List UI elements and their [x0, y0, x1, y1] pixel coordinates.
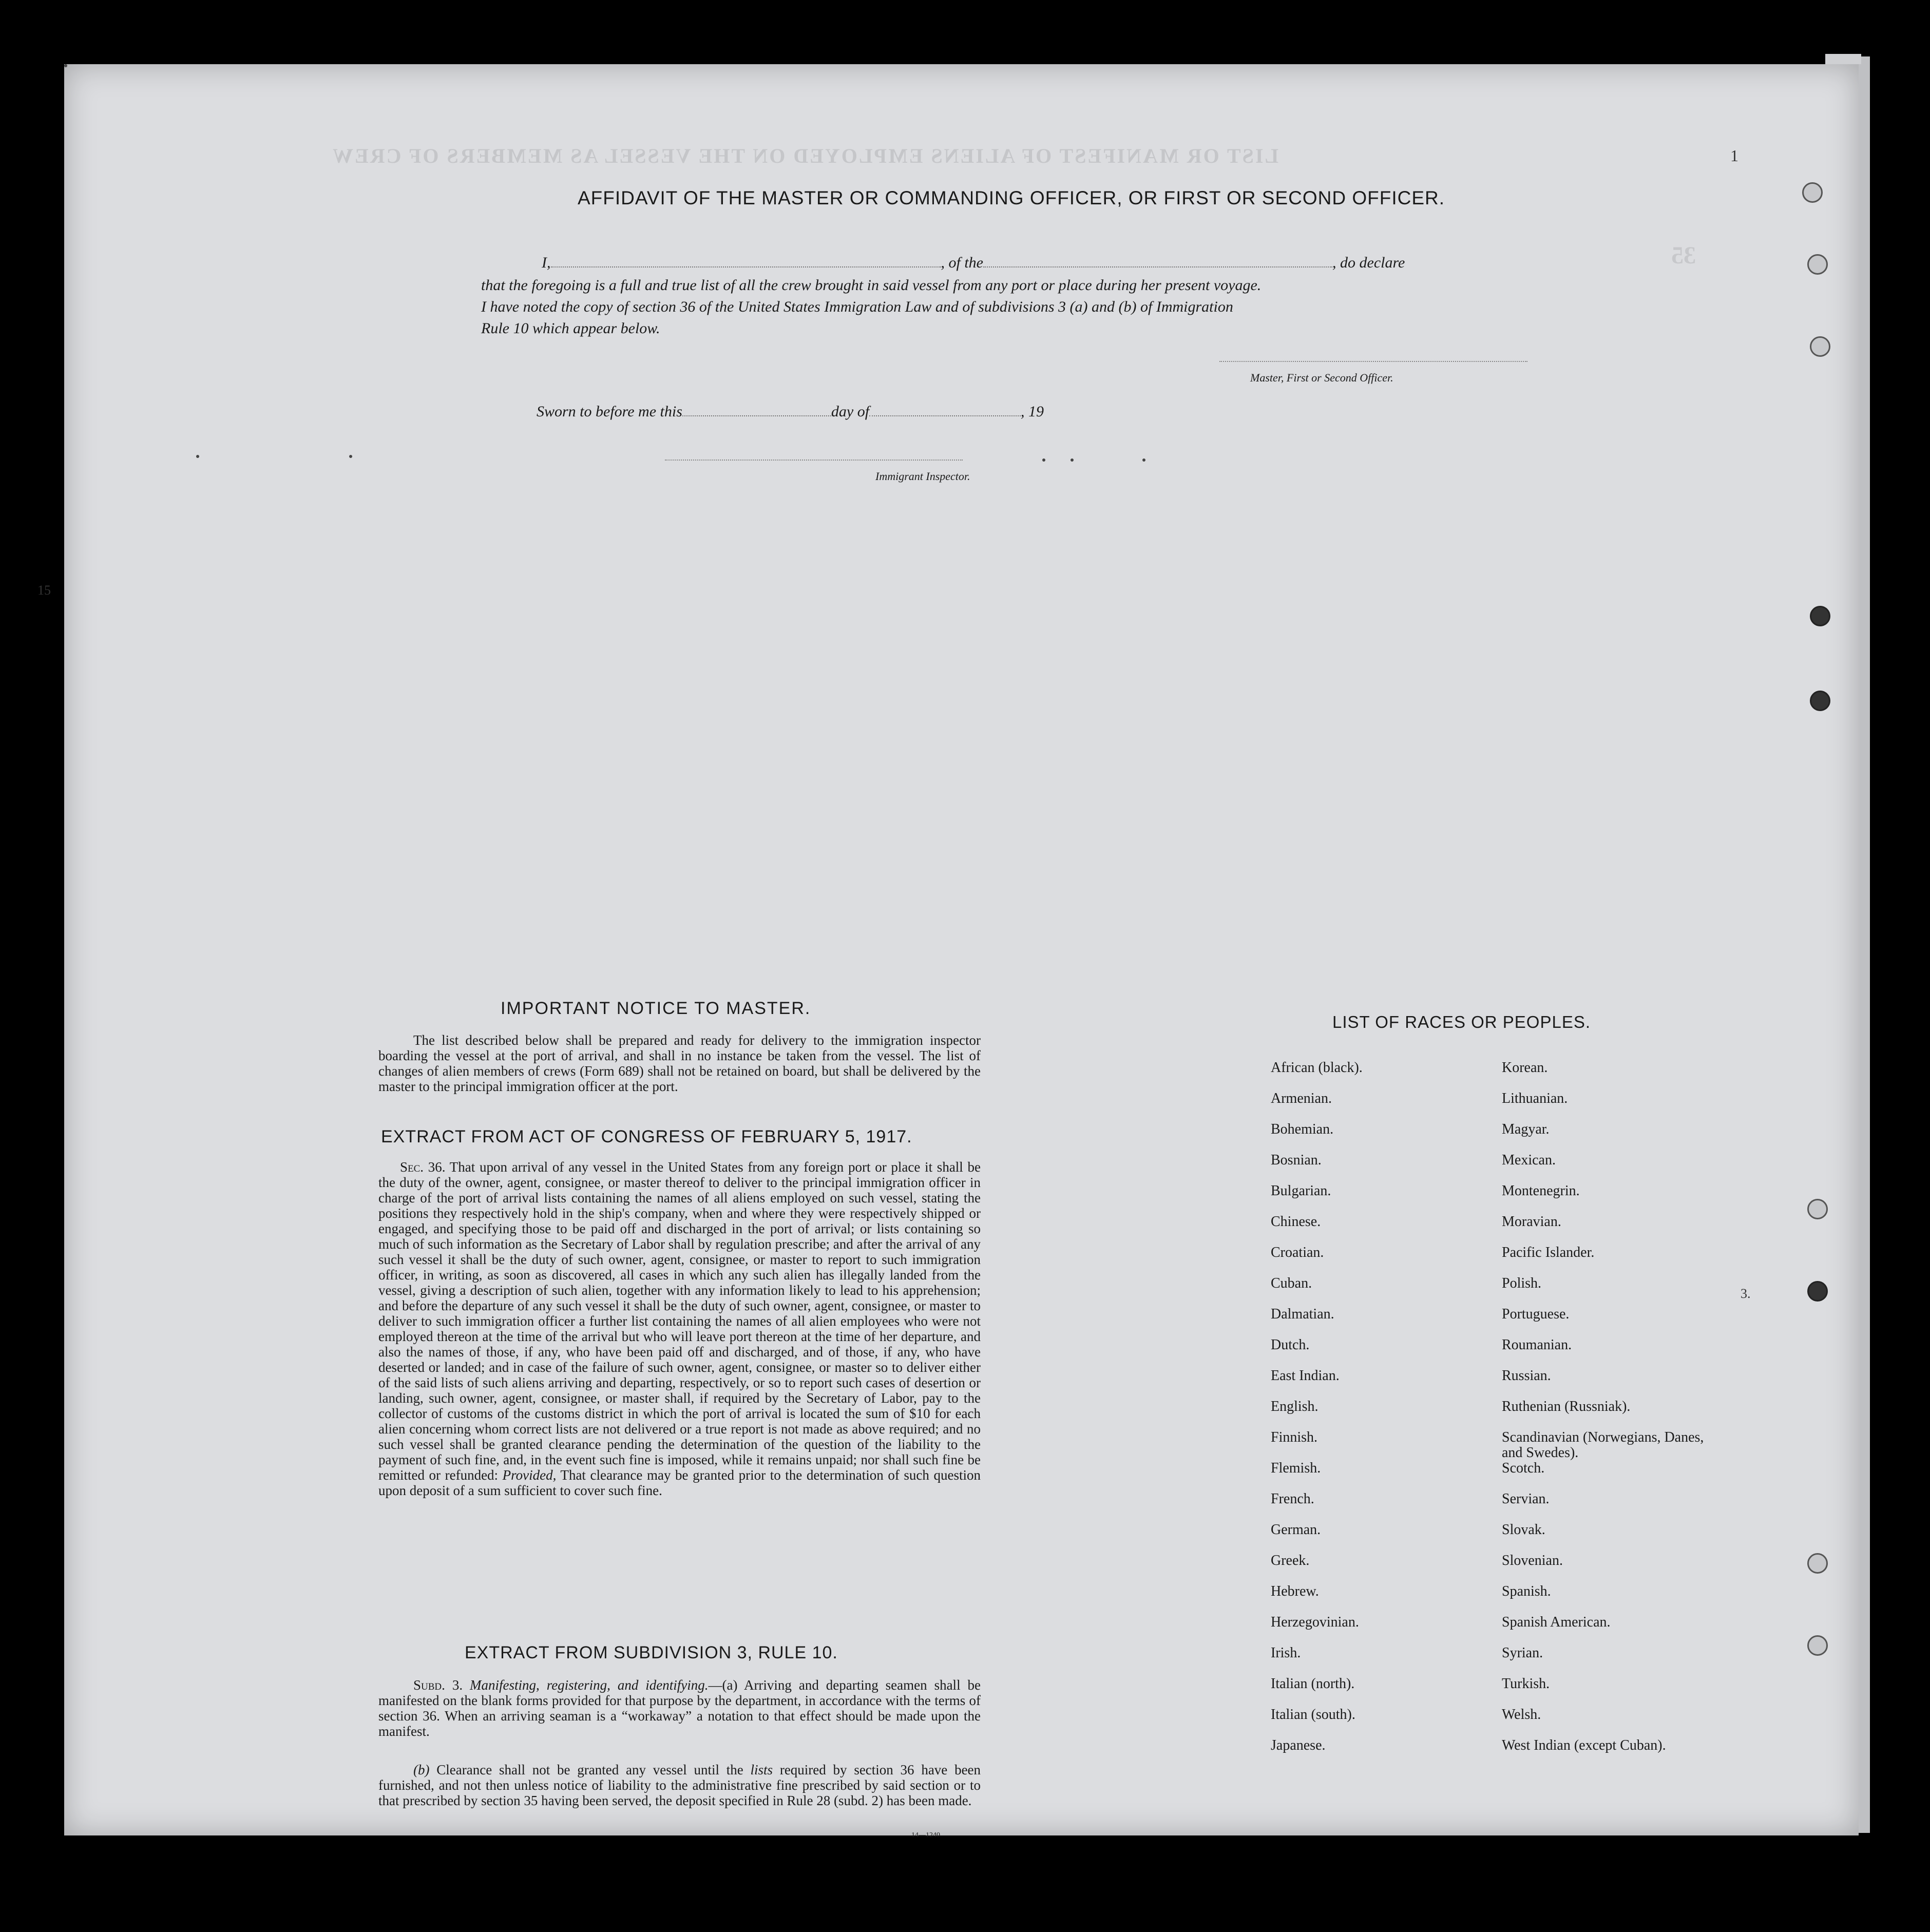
- races-title: LIST OF RACES OR PEOPLES.: [1332, 1012, 1591, 1031]
- proviso-word: Provided,: [502, 1467, 557, 1483]
- sworn-line: [537, 403, 1044, 420]
- inspector-signature-line[interactable]: [665, 460, 963, 461]
- race-item: Dalmatian.: [1271, 1306, 1334, 1322]
- race-item: Welsh.: [1502, 1707, 1541, 1723]
- binder-hole: [1807, 1281, 1828, 1302]
- notice-text: The list described below shall be prepared and ready for delivery to the immigration inspector boarding the vessel at the port of arrival, and shall in no instance be taken from the vessel. The list of changes of alien members of crews (Form 689) shall not be retained on board, but shall be delivered by the master to the principal immigration officer at the port.: [378, 1032, 981, 1094]
- affidavit-line-3: I have noted the copy of section 36 of the United States Immigration Law and of subdivisions 3 (a) and (b) of Immigration: [481, 298, 1233, 315]
- race-item: Slovenian.: [1502, 1553, 1563, 1568]
- sworn-day-of: day of: [831, 403, 870, 420]
- right-margin-mark: 3.: [1741, 1286, 1751, 1301]
- master-signature-label: Master, First or Second Officer.: [1250, 371, 1393, 384]
- page-edge: [1859, 56, 1870, 1833]
- bleed-through-page-number: 35: [1671, 242, 1696, 269]
- binder-hole: [1810, 606, 1830, 626]
- manifest-page: [37, 64, 1859, 1839]
- binder-hole: [1810, 691, 1830, 711]
- affidavit-do-declare: , do declare: [1332, 254, 1405, 271]
- race-item: French.: [1271, 1491, 1314, 1507]
- binder-hole: [1807, 1199, 1828, 1219]
- race-item: Servian.: [1502, 1491, 1550, 1507]
- race-item: Spanish.: [1502, 1583, 1551, 1599]
- race-item: English.: [1271, 1399, 1318, 1414]
- affidavit-declaration-line: [542, 254, 1405, 272]
- proviso-text: That clearance may be granted prior to the determination of such question upon deposit of a sum sufficient to cover such fine.: [378, 1467, 981, 1498]
- binder-hole: [1802, 182, 1823, 203]
- form-number: 14—1240: [911, 1831, 940, 1839]
- binder-hole: [1807, 1553, 1828, 1574]
- race-item: Cuban.: [1271, 1275, 1312, 1291]
- page-edge-top: [1825, 54, 1861, 64]
- race-item: Moravian.: [1502, 1214, 1561, 1230]
- subd-b-text-1: Clearance shall not be granted any vessel until the: [436, 1762, 743, 1777]
- race-item: Dutch.: [1271, 1337, 1310, 1353]
- binder-hole: [1810, 336, 1830, 357]
- stray-mark: [196, 455, 199, 458]
- subd-label: Subd. 3.: [413, 1677, 463, 1693]
- subd-heading: Manifesting, registering, and identifying.: [470, 1677, 709, 1693]
- sworn-month-blank[interactable]: [869, 415, 1021, 416]
- inspector-label: Immigrant Inspector.: [875, 470, 970, 483]
- subd-b-text-2: required by section 36 have been furnished, and not then unless notice of liability to the administrative fine prescribed by said section or to that prescribed by section 35 having been served, the deposit specified in Rule 28 (subd. 2) has been made.: [378, 1762, 981, 1808]
- race-item: Scotch.: [1502, 1460, 1545, 1476]
- race-item: Spanish American.: [1502, 1614, 1611, 1630]
- race-item: Polish.: [1502, 1275, 1542, 1291]
- binder-hole: [1807, 1635, 1828, 1656]
- races-right-column: [1502, 1060, 1723, 1769]
- race-item: Turkish.: [1502, 1676, 1550, 1692]
- race-item: Bosnian.: [1271, 1152, 1322, 1168]
- affidavit-line-4: Rule 10 which appear below.: [481, 320, 660, 337]
- race-item: Magyar.: [1502, 1121, 1550, 1137]
- race-item: East Indian.: [1271, 1368, 1340, 1384]
- act-extract-title: EXTRACT FROM ACT OF CONGRESS OF FEBRUARY 5, 1917.: [381, 1127, 912, 1146]
- section-36-text: That upon arrival of any vessel in the United States from any foreign port or place it shall be the duty of the owner, agent, consignee, or master thereof to deliver to the principal immigration officer in charge of the port of arrival lists containing the names of all aliens employed on such vessel, stating the positions they respectively hold in the ship's company, when and where they were respectively shipped or engaged, and specifying those to be paid off and discharged in the port of arrival; or lists containing so much of such information as the Secretary of Labor shall by regulation prescribe; and after the arrival of any such vessel it shall be the duty of such owner, agent, consignee, or master to report to such immigration officer, in writing, as soon as discovered, all cases in which any such alien has illegally landed from the vessel, giving a description of such alien, together with any information likely to lead to his apprehension; and before the departure of any such vessel it shall be the duty of such owner, agent, consignee, or master to deliver to such immigration officer a further list containing the names of all alien employees who were not employed thereon at the time of the arrival but who will leave port thereon at the time of her departure, and also the names of those, if any, who have been paid off and discharged, and of those, if any, who have deserted or landed; and in case of the failure of such owner, agent, consignee, or master so to deliver either of the said lists of such aliens arriving and departing, respectively, or so to report such cases of desertion or landing, such owner, agent, consignee, or master shall, if required by the Secretary of Labor, pay to the collector of customs of the customs district in which the port of arrival is located the sum of $10 for each alien concerning whom correct lists are not delivered or a true report is not made as above required; and no such vessel shall be granted clearance pending the determination of the question of the liability to the payment of such fine, and, in the event such fine is imposed, while it remains unpaid; nor shall such fine be remitted or refunded:: [378, 1159, 981, 1483]
- race-item: African (black).: [1271, 1060, 1363, 1076]
- race-item: Lithuanian.: [1502, 1091, 1568, 1106]
- race-item: Italian (south).: [1271, 1707, 1355, 1723]
- race-item: Irish.: [1271, 1645, 1301, 1661]
- rule-subd-a-text: [378, 1677, 981, 1739]
- race-item: Chinese.: [1271, 1214, 1321, 1230]
- race-item: Bohemian.: [1271, 1121, 1334, 1137]
- subd-a-text: —(a) Arriving and departing seamen shall be manifested on the blank forms provided for that purpose by the department, in accordance with the terms of section 36. When an arriving seaman is a “workaway” a notation to that effect should be made upon the manifest.: [378, 1677, 981, 1739]
- rule-subd-b-text: [378, 1762, 981, 1808]
- race-item: Armenian.: [1271, 1091, 1332, 1106]
- left-margin-mark: 15: [37, 583, 51, 598]
- race-item: Ruthenian (Russniak).: [1502, 1399, 1631, 1414]
- affidavit-title: AFFIDAVIT OF THE MASTER OR COMMANDING OFFICER, OR FIRST OR SECOND OFFICER.: [578, 187, 1445, 208]
- race-item: Finnish.: [1271, 1429, 1318, 1445]
- race-item: West Indian (except Cuban).: [1502, 1737, 1666, 1753]
- race-item: Japanese.: [1271, 1737, 1326, 1753]
- subd-b-lists: lists: [750, 1762, 773, 1777]
- race-item: Flemish.: [1271, 1460, 1321, 1476]
- race-item: German.: [1271, 1522, 1321, 1538]
- vessel-blank[interactable]: [983, 266, 1332, 267]
- race-item: Greek.: [1271, 1553, 1310, 1568]
- name-blank[interactable]: [551, 266, 941, 267]
- race-item: Montenegrin.: [1502, 1183, 1580, 1199]
- race-item: Roumanian.: [1502, 1337, 1572, 1353]
- stray-mark: [349, 455, 352, 458]
- top-right-margin-mark: 1: [1730, 146, 1738, 165]
- affidavit-i: I,: [542, 254, 551, 271]
- race-item: Portuguese.: [1502, 1306, 1570, 1322]
- affidavit-line-2: that the foregoing is a full and true list of all the crew brought in said vessel from any port or place during her present voyage.: [481, 277, 1262, 294]
- race-item: Syrian.: [1502, 1645, 1543, 1661]
- rule-extract-title: EXTRACT FROM SUBDIVISION 3, RULE 10.: [465, 1643, 838, 1662]
- stray-mark: [1071, 458, 1074, 462]
- act-extract-text: [378, 1159, 981, 1498]
- notice-title: IMPORTANT NOTICE TO MASTER.: [501, 999, 811, 1018]
- subd-b-mark: (b): [413, 1762, 430, 1777]
- race-item: Hebrew.: [1271, 1583, 1319, 1599]
- race-item: Croatian.: [1271, 1245, 1324, 1260]
- race-item: Russian.: [1502, 1368, 1551, 1384]
- master-signature-line[interactable]: [1219, 361, 1527, 362]
- sworn-day-blank[interactable]: [682, 415, 831, 416]
- stray-mark: [1142, 458, 1145, 462]
- sworn-text: Sworn to before me this: [537, 403, 682, 420]
- race-item: Italian (north).: [1271, 1676, 1355, 1692]
- race-item: Herzegovinian.: [1271, 1614, 1359, 1630]
- sworn-year: , 19: [1021, 403, 1044, 420]
- stray-mark: [64, 64, 67, 67]
- bleed-through-heading: LIST OR MANIFEST OF ALIENS EMPLOYED ON THE VESSEL AS MEMBERS OF CREW: [331, 144, 1279, 167]
- race-item: Pacific Islander.: [1502, 1245, 1595, 1260]
- race-item: Korean.: [1502, 1060, 1548, 1076]
- race-item: Slovak.: [1502, 1522, 1545, 1538]
- section-label: Sec. 36.: [400, 1159, 446, 1175]
- races-left-column: [1271, 1060, 1363, 1769]
- race-item: Scandinavian (Norwegians, Danes, and Swedes).: [1502, 1429, 1704, 1461]
- binder-hole: [1807, 254, 1828, 275]
- stray-mark: [1042, 458, 1045, 462]
- affidavit-of-the: , of the: [941, 254, 983, 271]
- race-item: Mexican.: [1502, 1152, 1556, 1168]
- race-item: Bulgarian.: [1271, 1183, 1331, 1199]
